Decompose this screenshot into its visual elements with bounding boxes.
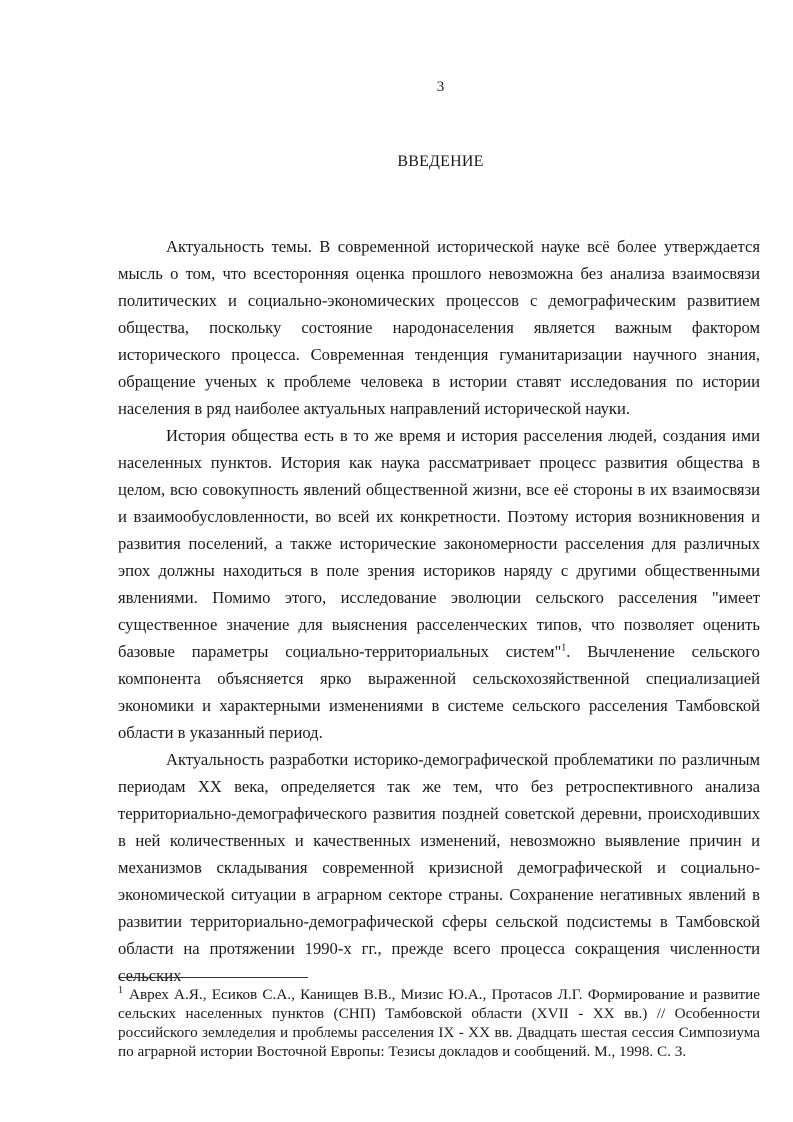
paragraph-text-before-note: История общества есть в то же время и история расселения людей, создания ими населенных пунктов. История как наука рассматривает процесс развития общества в целом, всю совокупность явлений общественной жизни, все её стороны в их взаимосвязи и взаимообусловленности, во всей их конкретности. Поэтому история возникновения и развития поселений, а также исторические закономерности расселения для различных эпох должны находиться в поле зрения историков наряду с другими общественными явлениями. Помимо этого, исследование эволюции сельского расселения "имеет существенное значение для выяснения расселенческих типов, что позволяет оценить базовые параметры социально-территориальных систем" (118, 426, 760, 661)
paragraph-settlement-history (118, 422, 760, 746)
footnote-reference[interactable]: 1 (561, 642, 567, 654)
footnote (118, 985, 760, 1061)
footnote-mark: 1 (118, 984, 123, 996)
footnote-text: Аврех А.Я., Есиков С.А., Канищев В.В., Мизис Ю.А., Протасов Л.Г. Формирование и развитие сельских населенных пунктов (СНП) Тамбовской области (XVII - XX вв.) // Особенности российского земледелия и проблемы расселения IX - XX вв. Двадцать шестая сессия Симпозиума по аграрной истории Восточной Европы: Тезисы докладов и сообщений. М., 1998. С. 3. (118, 986, 760, 1060)
section-heading: ВВЕДЕНИЕ (397, 153, 484, 170)
page-number: 3 (436, 79, 445, 95)
paragraph-relevance: Актуальность темы. В современной исторической науке всё более утверждается мысль о том, что всесторонняя оценка прошлого невозможна без анализа взаимосвязи политических и социально-экономических процессов с демографическим развитием общества, поскольку состояние народонаселения является важным фактором исторического процесса. Современная тенденция гуманитаризации научного знания, обращение ученых к проблеме человека в истории ставят исследования по истории населения в ряд наиболее актуальных направлений исторической науки. (118, 237, 760, 418)
footnote-divider (118, 977, 308, 978)
main-text (118, 233, 760, 989)
paragraph-demographic-relevance: Актуальность разработки историко-демографической проблематики по различным периодам XX века, определяется так же тем, что без ретроспективного анализа территориально-демографического развития поздней советской деревни, происходивших в ней количественных и качественных изменений, невозможно выявление причин и механизмов складывания современной кризисной демографической и социально-экономической ситуации в аграрном секторе страны. Сохранение негативных явлений в развитии территориально-демографической сферы сельской подсистемы в Тамбовской области на протяжении 1990-х гг., прежде всего процесса сокращения численности сельских (118, 750, 760, 985)
paragraph-text-after-note: . Вычленение сельского компонента объясняется ярко выраженной сельскохозяйственной специализацией экономики и характерными изменениями в системе сельского расселения Тамбовской области в указанный период. (118, 642, 760, 742)
